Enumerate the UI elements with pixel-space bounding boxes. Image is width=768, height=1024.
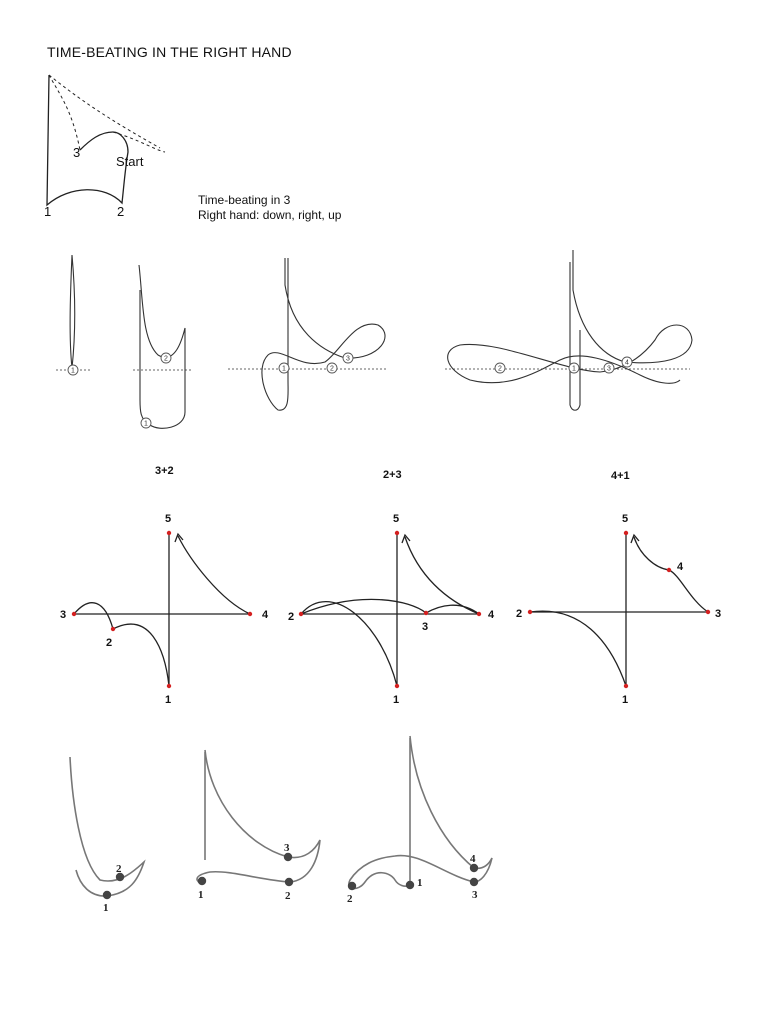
- bottom-three-beat-bead-1: [198, 877, 206, 885]
- five-beat-3-2-label-5: 5: [165, 513, 172, 525]
- five-beat-2-3-point-3: [424, 611, 428, 615]
- pattern-4-beat-3-label: 3: [607, 365, 611, 373]
- five-beat-3-2-label-3: 3: [60, 609, 67, 621]
- bottom-four-beat-label-1: 1: [417, 877, 423, 889]
- pattern-4-beat-2-label: 2: [498, 365, 502, 373]
- five-beat-2-3-point-5: [395, 531, 399, 535]
- five-beat-3-2-point-3: [72, 612, 76, 616]
- five-beat-3-2-point-1: [167, 684, 171, 688]
- bottom-two-beat-path: [70, 757, 144, 896]
- bottom-two-beat-label-1: 1: [103, 902, 109, 914]
- five-beat-2-3-label-1: 1: [393, 694, 400, 706]
- bottom-four-beat-bead-3: [470, 878, 478, 886]
- pattern-3-beat-3-label: 3: [346, 355, 350, 363]
- five-beat-3-2-point-5: [167, 531, 171, 535]
- five-beat-2-3-label-5: 5: [393, 513, 400, 525]
- pattern-2-diagram: [133, 265, 192, 428]
- five-beat-3-2-label-2: 2: [106, 637, 113, 649]
- five-beat-3-2-label-4: 4: [262, 609, 269, 621]
- bottom-four-beat-label-3: 3: [472, 889, 478, 901]
- pattern-2-beat-2-label: 2: [164, 355, 168, 363]
- five-beat-3-2-diagram: [60, 465, 269, 706]
- five-beat-4-1-label-2: 2: [516, 608, 523, 620]
- five-beat-2-3-title: 2+3: [383, 469, 402, 481]
- five-beat-4-1-label-5: 5: [622, 513, 629, 525]
- five-beat-2-3-path: [301, 537, 479, 686]
- five-beat-3-2-point-2: [111, 627, 115, 631]
- bottom-three-beat-path: [197, 750, 320, 883]
- top-beat-2-label: 2: [117, 204, 125, 219]
- pattern-3-diagram: [228, 258, 388, 410]
- pattern-4-beat-4-label: 4: [625, 359, 629, 367]
- pattern-4-diagram: [445, 250, 692, 410]
- top-beat-path: [47, 75, 128, 205]
- pattern-2-beat-1-label: 1: [144, 420, 148, 428]
- top-start-label: Start: [116, 154, 144, 169]
- pattern-1-path: [70, 255, 75, 368]
- bottom-four-beat-label-2: 2: [347, 893, 353, 905]
- caption-line-2: Right hand: down, right, up: [198, 208, 342, 222]
- bottom-three-beat-diagram: [197, 750, 320, 902]
- five-beat-4-1-point-5: [624, 531, 628, 535]
- five-beat-3-2-point-4: [248, 612, 252, 616]
- bottom-three-beat-label-1: 1: [198, 889, 204, 901]
- top-beat-3-label: 3: [73, 145, 81, 160]
- five-beat-4-1-diagram: [516, 470, 721, 706]
- top-dashed-upper: [49, 75, 160, 148]
- five-beat-4-1-point-4: [667, 568, 671, 572]
- five-beat-4-1-point-1: [624, 684, 628, 688]
- caption-line-1: Time-beating in 3: [198, 193, 291, 207]
- pattern-3-beat-2-label: 2: [330, 365, 334, 373]
- five-beat-2-3-point-2: [299, 612, 303, 616]
- bottom-three-beat-bead-3: [284, 853, 292, 861]
- bottom-two-beat-diagram: [70, 757, 144, 914]
- five-beat-3-2-title: 3+2: [155, 465, 174, 477]
- bottom-three-beat-bead-2: [285, 878, 293, 886]
- five-beat-4-1-point-3: [706, 610, 710, 614]
- five-beat-2-3-label-3: 3: [422, 621, 429, 633]
- pattern-2-path: [139, 265, 185, 428]
- five-beat-3-2-path: [74, 536, 250, 686]
- five-beat-4-1-label-4: 4: [677, 561, 684, 573]
- top-beat-1-label: 1: [44, 204, 52, 219]
- pattern-3-path: [262, 258, 385, 410]
- five-beat-4-1-point-2: [528, 610, 532, 614]
- top-three-beat-diagram: [44, 75, 165, 219]
- five-beat-4-1-label-1: 1: [622, 694, 629, 706]
- five-beat-3-2-label-1: 1: [165, 694, 172, 706]
- pattern-4-beat-1-label: 1: [572, 365, 576, 373]
- five-beat-4-1-title: 4+1: [611, 470, 630, 482]
- bottom-three-beat-label-3: 3: [284, 842, 290, 854]
- bottom-four-beat-diagram: [347, 736, 492, 905]
- bottom-four-beat-bead-2: [348, 882, 356, 890]
- five-beat-2-3-point-1: [395, 684, 399, 688]
- five-beat-4-1-label-3: 3: [715, 608, 722, 620]
- top-dashed-return: [49, 75, 165, 152]
- pattern-1-diagram: [56, 255, 92, 375]
- page-title: TIME-BEATING IN THE RIGHT HAND: [47, 44, 292, 60]
- bottom-four-beat-bead-1: [406, 881, 414, 889]
- bottom-two-beat-label-2: 2: [116, 863, 122, 875]
- pattern-3-beat-1-label: 1: [282, 365, 286, 373]
- five-beat-2-3-label-4: 4: [488, 609, 495, 621]
- bottom-three-beat-label-2: 2: [285, 890, 291, 902]
- bottom-four-beat-label-4: 4: [470, 853, 476, 865]
- pattern-1-beat-1-label: 1: [71, 367, 75, 375]
- bottom-four-beat-bead-4: [470, 864, 478, 872]
- five-beat-2-3-label-2: 2: [288, 611, 295, 623]
- pattern-4-stem: [570, 262, 580, 410]
- five-beat-2-3-diagram: [288, 469, 495, 706]
- bottom-two-beat-bead-1: [103, 891, 111, 899]
- five-beat-2-3-point-4: [477, 612, 481, 616]
